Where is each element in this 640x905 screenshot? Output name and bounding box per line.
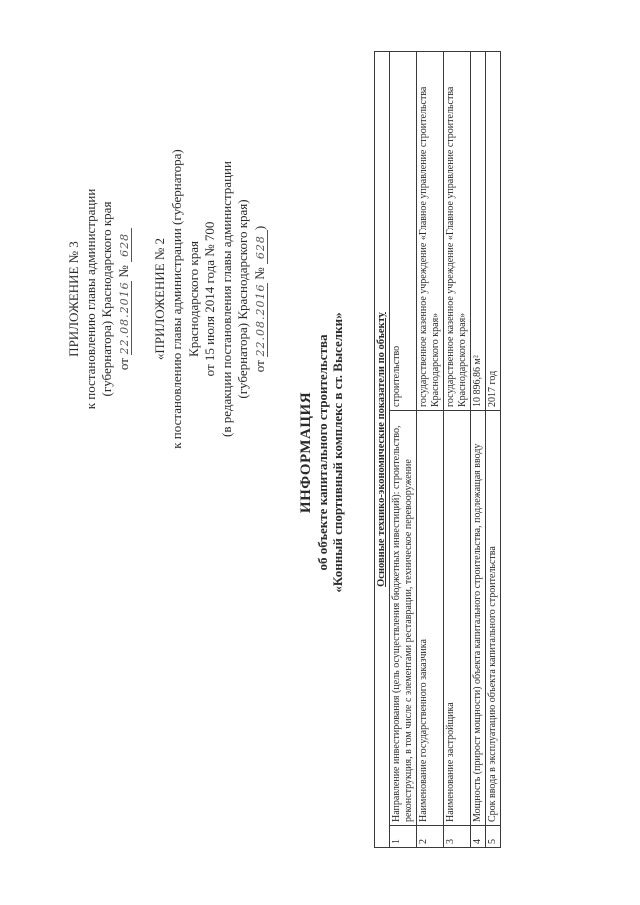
appendix-header: [66, 149, 269, 449]
appendix3-title: ПРИЛОЖЕНИЕ № 3: [66, 241, 81, 357]
row-item-name: Наименование застройщика: [444, 411, 471, 826]
row-value: строительство: [390, 52, 417, 411]
row-item-name: Направление инвестирования (цель осуществления бюджетных инвестиций): строительство, реконструкция, в том числе с элементами реставрации, техническое перевооружение: [390, 411, 417, 826]
appendix3-line2: (губернатора) Краснодарского края: [99, 201, 115, 397]
from-label: от: [115, 358, 131, 371]
appendix3-date-line: [116, 149, 133, 449]
table-row: [390, 52, 417, 848]
appendix2-line4: (в редакции постановления главы администрации: [218, 161, 234, 437]
title-subtitle-2: «Конный спортивный комплекс в ст. Выселки»: [330, 312, 345, 593]
row-value: государственное казенное учреждение «Главное управление строительства Краснодарского края»: [417, 52, 444, 411]
section-header-row: [375, 52, 390, 848]
number-label: №: [115, 265, 131, 278]
document-title: [298, 0, 345, 905]
appendix2-title: «ПРИЛОЖЕНИЕ № 2: [152, 237, 168, 361]
handwritten-number: 628: [119, 228, 132, 262]
appendix2-line2: Краснодарского края: [185, 241, 201, 357]
row-number: 2: [417, 826, 444, 848]
from-label: от: [251, 360, 267, 373]
number-label: №: [251, 267, 267, 280]
row-value: 2017 год: [486, 52, 501, 411]
closing-paren: ): [251, 225, 267, 231]
appendix2-line1: к постановлению главы администрации (губернатора): [168, 149, 184, 449]
row-item-name: Мощность (прирост мощности) объекта капитального строительства, подлежащая вводу: [471, 411, 486, 826]
table-row: [471, 52, 486, 848]
table-row: [417, 52, 444, 848]
row-number: 1: [390, 826, 417, 848]
appendix3-line1: к постановлению главы администрации: [82, 188, 98, 410]
row-value: 10 896,86 м²: [471, 52, 486, 411]
row-number: 5: [486, 826, 501, 848]
appendix2-line3: от 15 июля 2014 года № 700: [202, 221, 218, 377]
handwritten-date: 22.08.2016: [253, 283, 267, 357]
row-item-name: Срок ввода в эксплуатацию объекта капитального строительства: [486, 411, 501, 826]
row-number: 3: [444, 826, 471, 848]
indicators-table: [374, 51, 501, 848]
row-value: государственное казенное учреждение «Главное управление строительства Краснодарского края»: [444, 52, 471, 411]
handwritten-date: 22.08.2016: [117, 281, 131, 355]
title-subtitle-1: об объекте капитального строительства: [315, 334, 330, 571]
row-item-name: Наименование государственного заказчика: [417, 411, 444, 826]
table-row: [444, 52, 471, 848]
section-header: Основные технико-экономические показатели по объекту: [375, 52, 390, 848]
handwritten-number: 628: [255, 230, 268, 264]
appendix2-date-line: [252, 149, 269, 449]
row-number: 4: [471, 826, 486, 848]
title-main: ИНФОРМАЦИЯ: [298, 391, 314, 514]
appendix2-line5: (губернатора) Краснодарского края): [235, 199, 251, 399]
table-row: [486, 52, 501, 848]
